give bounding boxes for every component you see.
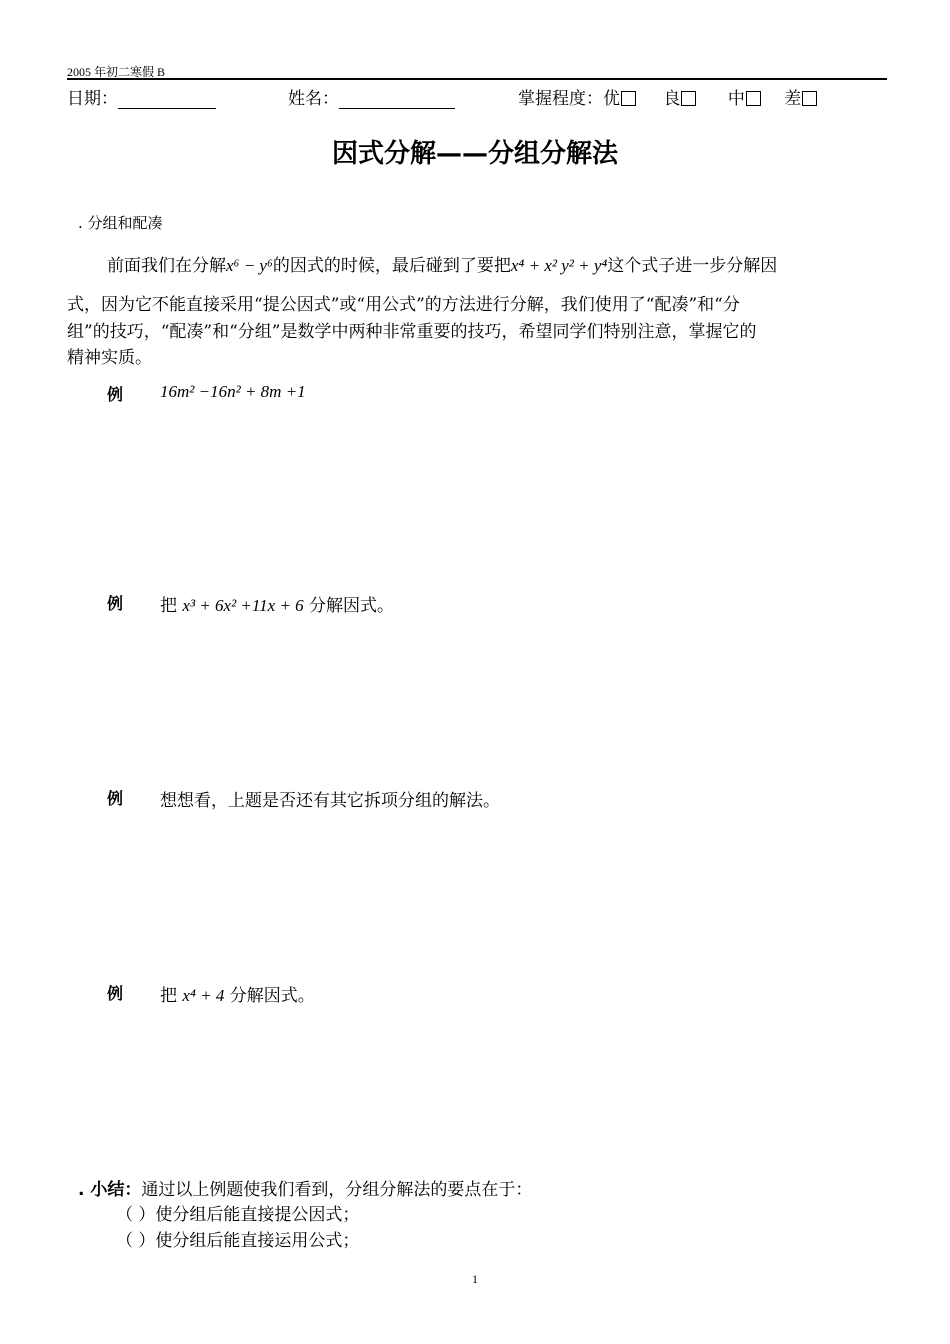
math-expression: x⁴ + 4 bbox=[182, 986, 225, 1005]
page-title: 因式分解——分组分解法 bbox=[331, 139, 618, 169]
intro-text: 的因式的时候，最后碰到了要把 bbox=[272, 256, 511, 276]
intro-line-1 bbox=[107, 251, 777, 276]
example-content bbox=[160, 382, 306, 402]
summary-heading: . 小结： bbox=[78, 1180, 142, 1200]
example-content bbox=[160, 786, 500, 811]
header-caption: 2005 年初二寒假 B bbox=[67, 65, 166, 79]
name-blank[interactable] bbox=[339, 92, 455, 109]
example-text: 想想看，上题是否还有其它拆项分组的解法。 bbox=[160, 791, 500, 811]
intro-text: 这个式子进一步分解因 bbox=[607, 256, 778, 276]
grade-poor: 差 bbox=[784, 89, 802, 109]
grade-excellent-checkbox[interactable] bbox=[621, 91, 636, 106]
date-blank[interactable] bbox=[118, 92, 216, 109]
page-number: 1 bbox=[472, 1272, 478, 1286]
example-content bbox=[160, 981, 315, 1006]
section-heading: . 分组和配凑 bbox=[78, 214, 163, 232]
math-expression: 16m² −16n² + 8m +1 bbox=[160, 382, 306, 401]
summary-text: 通过以上例题使我们看到，分组分解法的要点在于： bbox=[141, 1180, 533, 1200]
example-text: 分解因式。 bbox=[229, 986, 315, 1006]
date-field bbox=[67, 84, 216, 109]
summary-item: （ ）使分组后能直接提公因式； bbox=[116, 1205, 360, 1225]
name-label: 姓名： bbox=[288, 89, 339, 109]
date-label: 日期： bbox=[67, 89, 118, 109]
grade-fair: 中 bbox=[727, 89, 745, 109]
example-text: 把 bbox=[160, 596, 177, 616]
grade-fair-checkbox[interactable] bbox=[746, 91, 761, 106]
intro-line-3: 组”的技巧，“配凑”和“分组”是数学中两种非常重要的技巧，希望同学们特别注意，掌握它的 bbox=[67, 322, 757, 342]
mastery-label: 掌握程度： bbox=[518, 89, 603, 109]
math-expression: x⁴ + x² y² + y⁴ bbox=[510, 256, 608, 275]
math-expression: x³ + 6x² +11x + 6 bbox=[182, 596, 304, 615]
math-expression: x⁶ − y⁶ bbox=[226, 256, 273, 275]
intro-text: 前面我们在分解 bbox=[107, 256, 226, 276]
example-label: 例 bbox=[107, 789, 124, 808]
example-label: 例 bbox=[107, 385, 124, 404]
example-text: 把 bbox=[160, 986, 177, 1006]
summary-section bbox=[78, 1175, 532, 1200]
intro-line-2: 式，因为它不能直接采用“提公因式”或“用公式”的方法进行分解，我们使用了“配凑”和“分 bbox=[67, 295, 740, 315]
intro-line-4: 精神实质。 bbox=[67, 348, 152, 368]
example-content bbox=[160, 591, 394, 616]
grade-excellent: 优 bbox=[603, 89, 620, 109]
grade-poor-checkbox[interactable] bbox=[802, 91, 817, 106]
example-label: 例 bbox=[107, 984, 124, 1003]
mastery-field bbox=[518, 84, 817, 109]
example-label: 例 bbox=[107, 594, 124, 613]
name-field bbox=[288, 84, 455, 109]
grade-good: 良 bbox=[663, 89, 681, 109]
grade-good-checkbox[interactable] bbox=[681, 91, 696, 106]
summary-item: （ ）使分组后能直接运用公式； bbox=[116, 1231, 360, 1251]
example-text: 分解因式。 bbox=[309, 596, 395, 616]
header-rule bbox=[67, 78, 887, 80]
